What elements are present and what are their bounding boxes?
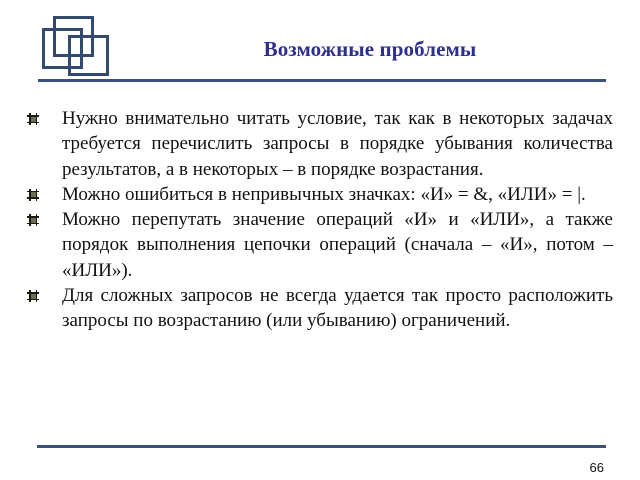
- list-item-text: Нужно внимательно читать условие, так как в некоторых задачах требуется перечислить запросы в порядке убывания количества результатов, а в некоторых – в порядке возрастания.: [62, 108, 613, 180]
- list-item: [62, 283, 613, 334]
- square-bullet-icon: [27, 214, 39, 226]
- overlapping-squares-logo: [0, 0, 120, 90]
- square-bullet-icon: [27, 189, 39, 201]
- page-number: 66: [589, 460, 604, 475]
- bottom-divider: [37, 445, 606, 448]
- list-item: [62, 106, 613, 182]
- square-bullet-icon: [27, 113, 39, 125]
- bullet-list: [0, 106, 640, 334]
- slide-title: Возможные проблемы: [263, 37, 477, 61]
- list-item-text: Для сложных запросов не всегда удается так просто расположить запросы по возрастанию (или убыванию) ограничений.: [62, 285, 613, 332]
- logo-square-icon: [68, 35, 109, 76]
- top-divider: [38, 79, 606, 82]
- square-bullet-icon: [27, 290, 39, 302]
- list-item: [62, 182, 613, 207]
- list-item: [62, 207, 613, 283]
- list-item-text: Можно перепутать значение операций «И» и «ИЛИ», а также порядок выполнения цепочки операций (сначала – «И», потом – «ИЛИ»).: [62, 209, 613, 281]
- list-item-text: Можно ошибиться в непривычных значках: «И» = &, «ИЛИ» = |.: [62, 183, 586, 205]
